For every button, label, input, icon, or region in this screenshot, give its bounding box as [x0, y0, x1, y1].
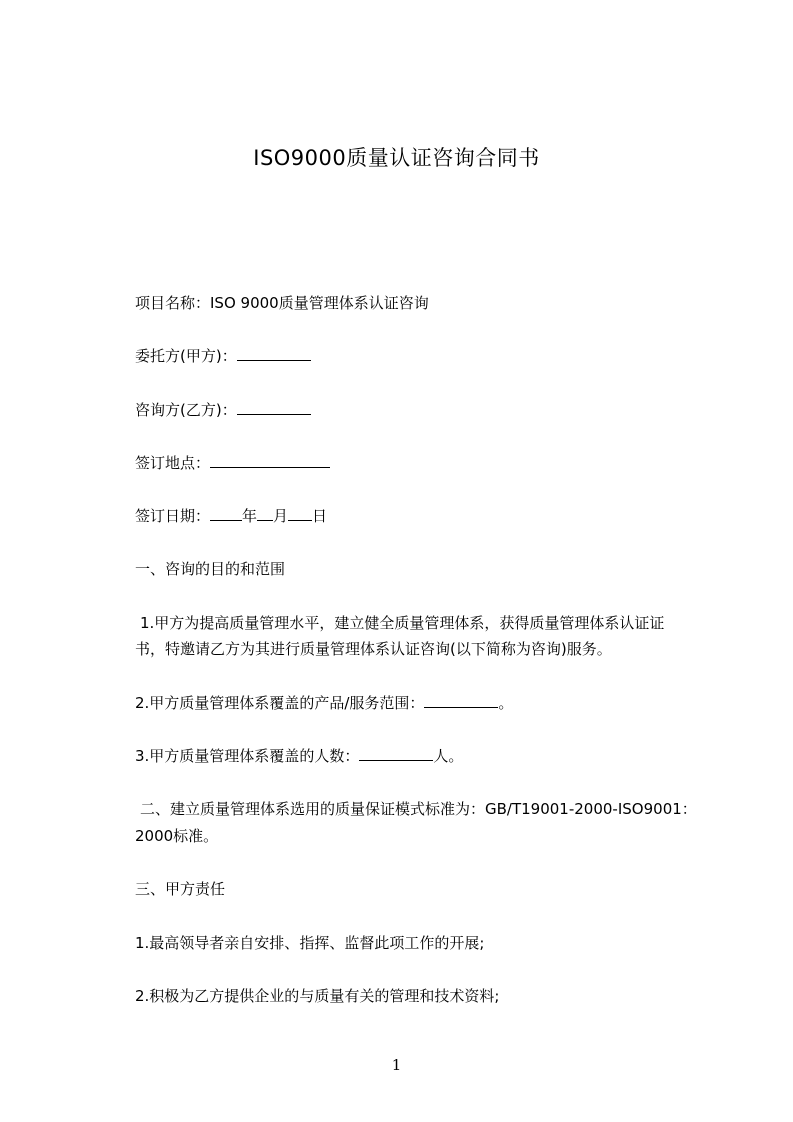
month-label: 月 — [273, 507, 289, 525]
sign-place-blank — [210, 453, 330, 468]
month-blank — [257, 506, 273, 521]
section2-line1: 二、建立质量管理体系选用的质量保证模式标准为：GB/T19001-2000-ISO9001： — [140, 800, 697, 818]
year-label: 年 — [242, 507, 258, 525]
party-b-blank — [237, 400, 311, 415]
section1-item1-line1: 1.甲方为提高质量管理水平，建立健全质量管理体系，获得质量管理体系认证证 — [140, 614, 665, 632]
product-scope-blank — [424, 693, 498, 708]
section1-item3-text: 3.甲方质量管理体系覆盖的人数： — [135, 747, 360, 765]
section1-item2-suffix: 。 — [498, 694, 514, 712]
sign-date-line — [135, 505, 327, 526]
party-b-label: 咨询方(乙方)： — [135, 401, 237, 419]
headcount-blank — [359, 746, 433, 761]
year-blank — [210, 506, 242, 521]
section1-item3 — [135, 745, 463, 766]
section3-heading: 三、甲方责任 — [135, 880, 226, 898]
section1-item3-suffix: 人。 — [433, 747, 464, 765]
party-a-line — [135, 345, 311, 366]
section1-item2-text: 2.甲方质量管理体系覆盖的产品/服务范围： — [135, 694, 425, 712]
sign-place-line — [135, 452, 330, 473]
section1-item2 — [135, 692, 513, 713]
section1-heading: 一、咨询的目的和范围 — [135, 560, 286, 578]
party-a-blank — [237, 346, 311, 361]
day-blank — [288, 506, 312, 521]
party-a-label: 委托方(甲方)： — [135, 347, 237, 365]
section2-line2: 2000标准。 — [135, 827, 219, 845]
section3-item1: 1.最高领导者亲自安排、指挥、监督此项工作的开展; — [135, 934, 485, 952]
document-title: ISO9000质量认证咨询合同书 — [253, 146, 540, 170]
sign-date-label: 签订日期： — [135, 507, 211, 525]
party-b-line — [135, 399, 311, 420]
section1-item1-line2: 书，特邀请乙方为其进行质量管理体系认证咨询(以下简称为咨询)服务。 — [135, 640, 612, 658]
sign-place-label: 签订地点： — [135, 454, 211, 472]
section3-item2: 2.积极为乙方提供企业的与质量有关的管理和技术资料; — [135, 987, 500, 1005]
day-label: 日 — [312, 507, 328, 525]
page-number: 1 — [391, 1056, 402, 1074]
project-name-line: 项目名称：ISO 9000质量管理体系认证咨询 — [135, 294, 429, 312]
